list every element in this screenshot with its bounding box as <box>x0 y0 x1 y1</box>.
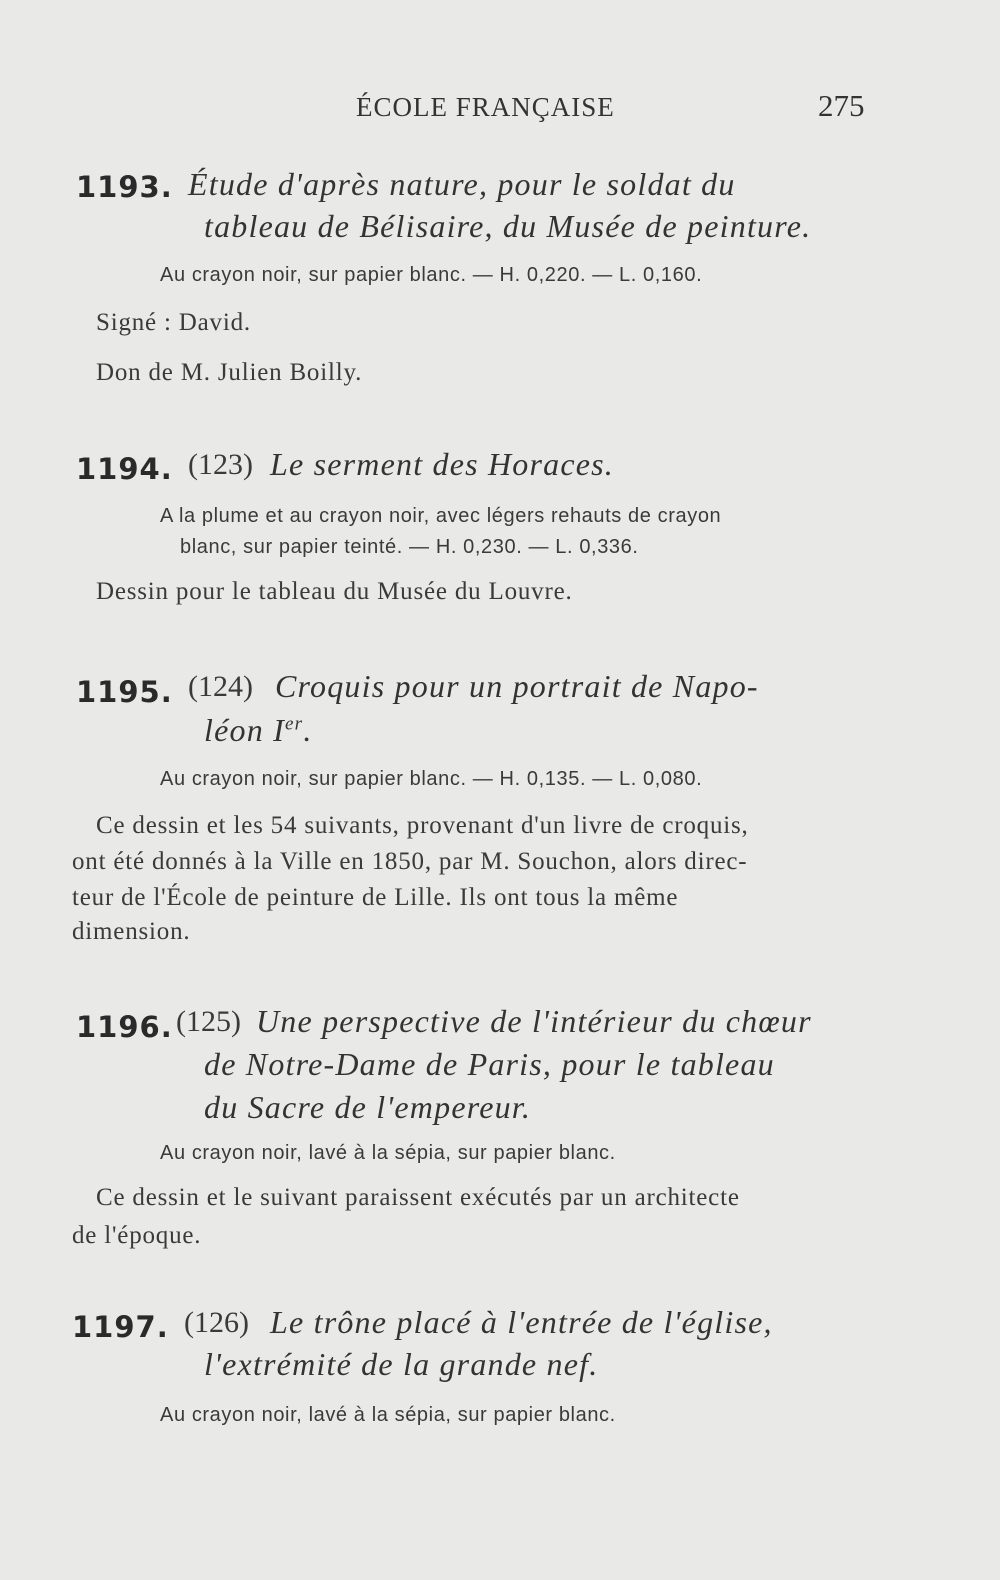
entry-reference: (124) <box>188 670 253 703</box>
entry-title-line: léon Ier. <box>204 712 313 748</box>
entry-medium: Au crayon noir, lavé à la sépia, sur papier blanc. <box>160 1142 616 1164</box>
entry-medium: Au crayon noir, sur papier blanc. — H. 0,220. — L. 0,160. <box>160 264 703 286</box>
entry-note-line: Ce dessin et le suivant paraissent exécutés par un architecte <box>96 1184 740 1211</box>
entry-note: Signé : David. <box>96 309 251 336</box>
entry-title-line: Le serment des Horaces. <box>270 446 614 482</box>
entry-number: 1197. <box>72 1310 169 1344</box>
entry-title-line: Étude d'après nature, pour le soldat du <box>188 166 736 202</box>
entry-reference: (126) <box>184 1306 249 1339</box>
entry-number: 1196. <box>76 1010 173 1044</box>
entry-medium: Au crayon noir, lavé à la sépia, sur papier blanc. <box>160 1404 616 1426</box>
entry-title-line: tableau de Bélisaire, du Musée de peinture. <box>204 208 812 244</box>
entry-number: 1195. <box>76 675 173 709</box>
entry-note-line: de l'époque. <box>72 1222 202 1249</box>
entry-number: 1194. <box>76 452 173 486</box>
entry-title-line: du Sacre de l'empereur. <box>204 1089 532 1125</box>
entry-title-line: de Notre-Dame de Paris, pour le tableau <box>204 1046 775 1082</box>
entry-title-line: Le trône placé à l'entrée de l'église, <box>270 1304 773 1340</box>
entry-note-line: dimension. <box>72 918 191 945</box>
entry-title-line: Une perspective de l'intérieur du chœur <box>256 1003 812 1039</box>
entry-note-line: teur de l'École de peinture de Lille. Ils ont tous la même <box>72 884 679 911</box>
entry-note: Don de M. Julien Boilly. <box>96 359 363 386</box>
running-header: ÉCOLE FRANÇAISE <box>356 92 615 122</box>
entry-reference: (123) <box>188 448 253 481</box>
entry-note-line: Ce dessin et les 54 suivants, provenant d'un livre de croquis, <box>96 812 749 839</box>
entry-medium: Au crayon noir, sur papier blanc. — H. 0,135. — L. 0,080. <box>160 768 703 790</box>
entry-note-line: ont été donnés à la Ville en 1850, par M. Souchon, alors direc- <box>72 848 748 875</box>
entry-medium: A la plume et au crayon noir, avec légers rehauts de crayon <box>160 505 722 527</box>
entry-reference: (125) <box>176 1005 241 1038</box>
entry-medium: blanc, sur papier teinté. — H. 0,230. — L. 0,336. <box>180 536 639 558</box>
entry-note: Dessin pour le tableau du Musée du Louvre. <box>96 578 573 605</box>
page-number: 275 <box>818 88 865 123</box>
entry-number: 1193. <box>76 170 173 204</box>
entry-title-line: l'extrémité de la grande nef. <box>204 1346 599 1382</box>
entry-title-line: Croquis pour un portrait de Napo- <box>275 668 759 704</box>
